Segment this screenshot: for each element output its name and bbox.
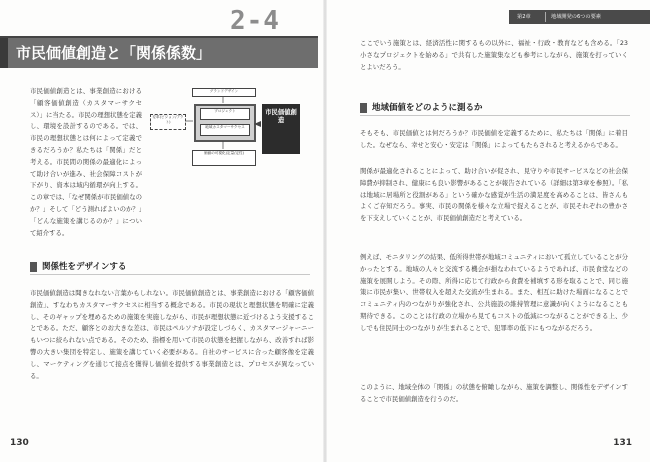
chapter-title: 地域開発の6つの要素	[551, 14, 601, 20]
title-bar	[0, 36, 318, 68]
diagram-arrows	[150, 88, 300, 178]
right-top-paragraph: ここでいう施策とは、経済活性に関するもの以外に、福祉・行政・教育なども含める。「23 小さなプロジェクトを始める」で共有した施策集なども参考にしながら、施策を打っていくとよいだろう。	[360, 39, 628, 71]
diagram-result-box: 市民価値創造	[262, 104, 300, 154]
diagram-customer-success-box: 地域カスタマーサクセス	[200, 124, 250, 136]
heading-rule	[30, 274, 310, 275]
diagram-top-box: グランドデザイン	[192, 88, 256, 97]
chapter-tab	[509, 10, 650, 24]
heading-text: 関係性をデザインする	[42, 262, 127, 272]
page-number-right: 131	[613, 438, 632, 448]
intro-paragraph: 市民価値創造とは、事業創造における「顧客価値創造（カスタマーサクセス）」に当たる。市民の理想状態を定義し、環境を設計するのである。では、市民の理想状態とは何によって定義できるだろうか？私たちは「関係」だと考える。市民間の関係の最適化によって助け合いが進み、社会保障コストが下がり、資本は域内循環が向上する。この章では、「なぜ関係が市民価値なのか？」そして「どう測ればよいのか？」「どんな施策を講じるのか？」について紹介する。	[30, 87, 142, 237]
page-number-left: 130	[10, 438, 29, 448]
heading-marker	[360, 103, 367, 113]
right-paragraph-1: そもそも、市民価値とは何だろうか？市民価値を定義するために、私たちは「関係」に着目した。なぜなら、幸せと安心・安定は「関係」によってもたらされると考えるからである。	[360, 129, 628, 149]
diagram-bottom-box: 価値の可視化(定量/定性)	[192, 150, 256, 166]
heading-marker	[30, 262, 37, 272]
value-creation-diagram	[150, 88, 300, 178]
right-paragraph-3: 例えば、モニタリングの結果、低所得世帯が地域コミュニティにおいて孤立していることが分かったとする。地域の人々と交流する機会が損なわれているようであれば、市民食堂などの施策を展開しよう。その際、所得に応じて行政から食費を補填する形を取ることで、同じ施策に市民が集い、世帯収入を超えた交流が生まれる。また、相互に助けた場面になることでコミュニティ内のつながりが強化され、公共施設の維持管理に意識が向くようになることも期待できる。このことは行政の立場から見てもコストの低減につながることができる上、少しでも住民同士のつながりが生まれることで、犯罪率の低下にもつながるだろう。	[360, 253, 628, 332]
diagram-project-box: プロジェクト	[200, 108, 250, 120]
page-title: 市民価値創造と「関係係数」	[16, 44, 212, 62]
right-paragraph-2: 関係が最適化されることによって、助け合いが促され、見守りや市民サービスなどの社会保障費が抑制され、健康にも良い影響があることが報告されている（詳細は第3章を参照）。「私は地域に居場所と役割がある」という確かな感覚が生活の満足度を高めることは、皆さんもよくご存知だろう。事実、市民の関係を様々な立場で捉えることが、市民それぞれの豊かさを下支えしていくことが、市民価値創造だと考えている。	[360, 167, 628, 223]
body-paragraph: 市民価値創造は聞きなれない言葉かもしれない。市民価値創造とは、事業創造における「顧客価値創造」、すなわちカスタマーサクセスに相当する概念である。市民の現状と理想状態を明確に定義し、そのギャップを埋めるための施策を実施しながら、市民が理想状態に近づけるよう支援することである。ただ、顧客とのお大きな差は、市民はペルソナが設定しづらく、カスタマージャーニーもいつに絞られない点である。そのため、指標を用いて市民の状態を把握しながら、改善すれば影響の大きい集団を特定し、施策を講じていく必要がある。自社のサービスに合った顧客像を定義し、マーケティングを通じて接点を獲得し価値を提供する事業創造とは、プロセスが異なっている。	[30, 289, 314, 380]
right-paragraph-4: このように、地域全体の「関係」の状態を俯瞰しながら、施策を調整し、関係性をデザインすることで市民価値創造を行うのだ。	[360, 383, 628, 403]
heading-rule	[360, 115, 630, 116]
intro-paragraph-top	[30, 86, 142, 239]
chapter-label: 第2章	[517, 14, 531, 20]
heading-text: 地域価値をどのように測るか	[372, 103, 483, 113]
diagram-left-box: 変革(ビジョン/アクト)	[150, 114, 186, 130]
chapter-separator	[545, 12, 546, 22]
section-heading-left	[30, 260, 310, 274]
section-number: 2-4	[230, 6, 280, 36]
title-tab-mark	[0, 38, 8, 68]
section-heading-right	[360, 101, 630, 115]
